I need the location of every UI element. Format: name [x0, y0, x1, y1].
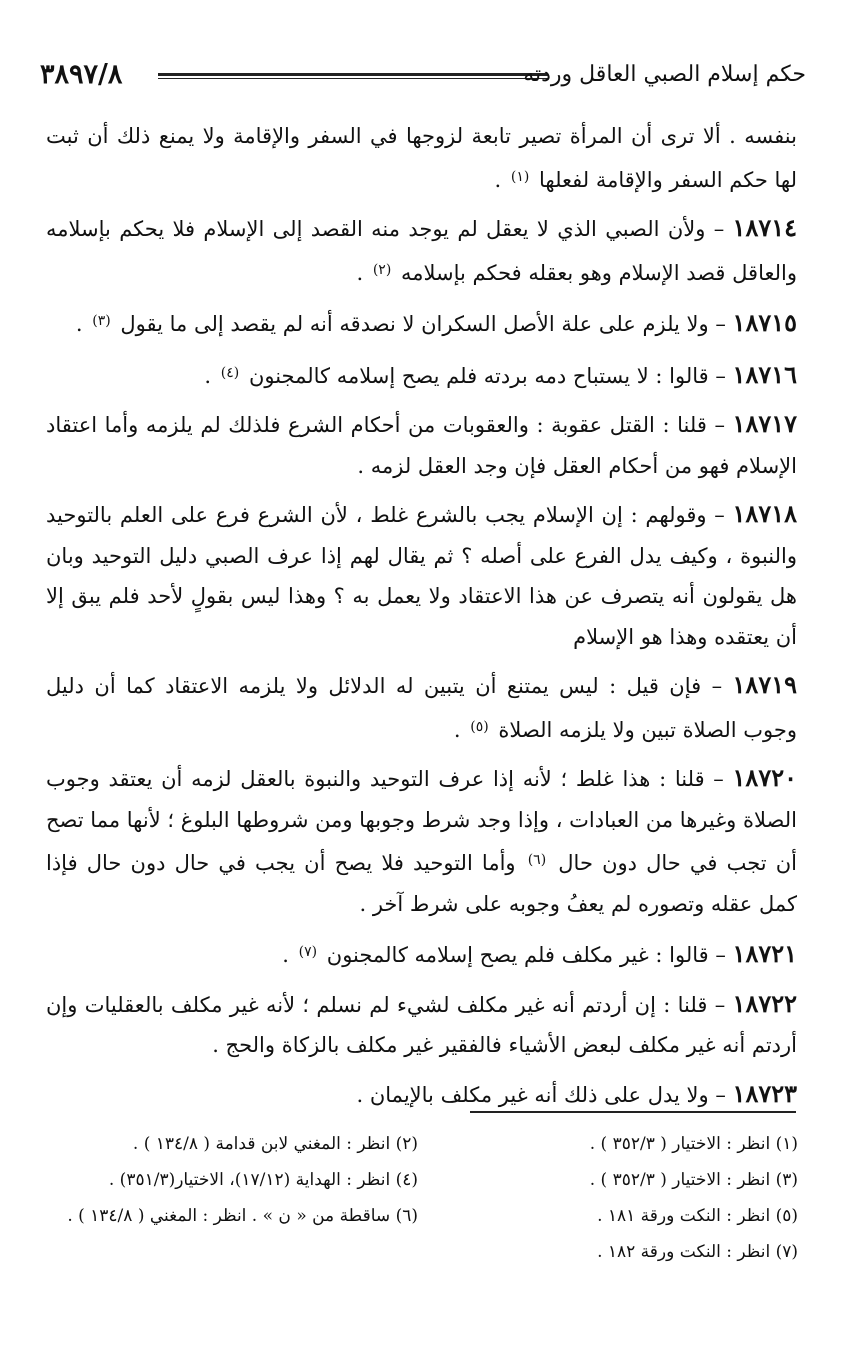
footnote-ref: (٤): [220, 364, 240, 381]
paragraph: [46, 353, 797, 397]
paragraph-text: – قلنا : هذا غلط ؛ لأنه إذا عرف التوحيد والنبوة بالعقل لزمه أن يعتقد وجوب الصلاة وغيرها من العبادات ، وإذا وجد شرط وجوبها ومن شروطها البلوغ ؛ لأنها مما تصح أن تجب في حال دون حال: [46, 767, 797, 875]
paragraph-number: ١٨٧١٨: [732, 499, 797, 528]
footnote-ref: (٧): [298, 944, 318, 960]
paragraph-text: – قلنا : القتل عقوبة : والعقوبات من أحكام الشرع فلذلك لم يلزمه وأما اعتقاد الإسلام فهو من أحكام العقل فإن وجد العقل لزمه .: [46, 413, 797, 478]
paragraph-tail: .: [75, 312, 83, 336]
paragraph-tail: .: [494, 167, 502, 192]
paragraph: [46, 301, 797, 345]
paragraph-number: ١٨٧٢٣: [732, 1078, 797, 1108]
paragraph: [46, 984, 797, 1066]
footnote: (٦) ساقطة من « ن » . انظر : المغني ( ١٣٤/٨ ) .: [67, 1206, 418, 1226]
footnote-ref: (٣): [92, 313, 111, 329]
paragraph-number: ١٨٧١٦: [732, 359, 797, 389]
footnote-ref: (٥): [470, 718, 489, 735]
paragraph-text: – قلنا : إن أردتم أنه غير مكلف لشيء لم نسلم ؛ لأنه غير مكلف بالعقليات وإن أردتم أنه غير مكلف لبعض الأشياء فالفقير غير مكلف بالزكاة والحج .: [46, 992, 797, 1057]
paragraph-text: – ولأن الصبي الذي لا يعقل لم يوجد منه القصد إلى الإسلام فلا يحكم بإسلامه والعاقل قصد الإسلام وهو بعقله فحكم بإسلامه: [46, 217, 797, 285]
footnote-ref: (٢): [372, 261, 392, 278]
paragraph-number: ١٨٧١٥: [732, 308, 797, 337]
paragraph-text: – قالوا : لا يستباح دمه بردته فلم يصح إسلامه كالمجنون: [248, 363, 726, 388]
footnote: (٥) انظر : النكت ورقة ١٨١ .: [597, 1206, 798, 1226]
header-rule: [158, 73, 548, 79]
paragraph-tail: وأما التوحيد فلا يصح أن يجب في حال دون حال فإذا كمل عقله وتصوره لم يعفُ وجوبه على شرط آخر .: [46, 851, 797, 916]
footnote: (١) انظر : الاختيار ( ٣٥٢/٣ ) .: [589, 1134, 798, 1154]
footnote-ref: (١): [510, 168, 530, 185]
paragraph-number: ١٨٧١٧: [732, 409, 797, 438]
paragraph-number: ١٨٧٢٠: [732, 763, 797, 792]
footnote: (٧) انظر : النكت ورقة ١٨٢ .: [597, 1242, 798, 1262]
paragraph-tail: .: [282, 943, 289, 967]
footnote: (٢) انظر : المغني لابن قدامة ( ١٣٤/٨ ) .: [132, 1134, 418, 1154]
paragraph: [46, 665, 797, 750]
paragraph-tail: .: [204, 363, 212, 388]
paragraph-text: – فإن قيل : ليس يمتنع أن يتبين له الدلائل ولا يلزمه الاعتقاد كما أن دليل وجوب الصلاة تبين ولا يلزمه الصلاة: [46, 674, 797, 742]
paragraph: [46, 1074, 797, 1116]
running-title: حكم إسلام الصبي العاقل وردته: [523, 62, 806, 87]
paragraph-text: – ولا يلزم على علة الأصل السكران لا نصدقه أنه لم يقصد إلى ما يقول: [120, 312, 726, 336]
page-number: ٣٨٩٧/٨: [40, 59, 123, 90]
paragraph-text: – ولا يدل على ذلك أنه غير مكلف بالإيمان .: [356, 1082, 726, 1107]
paragraph-number: ١٨٧٢١: [732, 939, 797, 968]
paragraph: [46, 758, 797, 924]
paragraph-text: بنفسه . ألا ترى أن المرأة تصير تابعة لزوجها في السفر والإقامة ولا يمنع ذلك أن ثبت لها حكم السفر والإقامة لفعلها: [46, 124, 797, 192]
paragraph-number: ١٨٧٢٢: [732, 988, 797, 1018]
footnote-rule: [470, 1111, 796, 1113]
paragraph: [46, 115, 797, 200]
paragraph: [46, 208, 797, 293]
paragraph-text: – وقولهم : إن الإسلام يجب بالشرع غلط ، لأن الشرع فرع على العلم بالتوحيد والنبوة ، وكيف يدل الفرع على أصله ؟ ثم يقال لهم إذا عرف الصبي دليل التوحيد وبان هل يقولون أنه يتصرف عن هذا الاعتقاد ولا يعمل به ؟ وهذا ليس بقولٍ لأحد فلم يبق إلا أن يعتقده وهذا هو الإسلام: [46, 503, 797, 649]
footnote: (٤) انظر : الهداية (١٧/١٢)، الاختيار(٣٥١/٣) .: [108, 1170, 418, 1190]
paragraph-number: ١٨٧١٩: [732, 670, 797, 699]
footnote: (٣) انظر : الاختيار ( ٣٥٢/٣ ) .: [589, 1170, 798, 1190]
footnote-ref: (٦): [527, 852, 547, 868]
paragraph: [46, 404, 797, 486]
body-text: [46, 115, 797, 1123]
paragraph: [46, 494, 797, 657]
paragraph-number: ١٨٧١٤: [732, 213, 797, 242]
paragraph-tail: .: [453, 717, 461, 742]
footnotes: [48, 1127, 798, 1269]
page-header: [40, 56, 806, 96]
paragraph-text: – قالوا : غير مكلف فلم يصح إسلامه كالمجنون: [326, 943, 726, 967]
paragraph-tail: .: [356, 260, 364, 285]
paragraph: [46, 932, 797, 976]
